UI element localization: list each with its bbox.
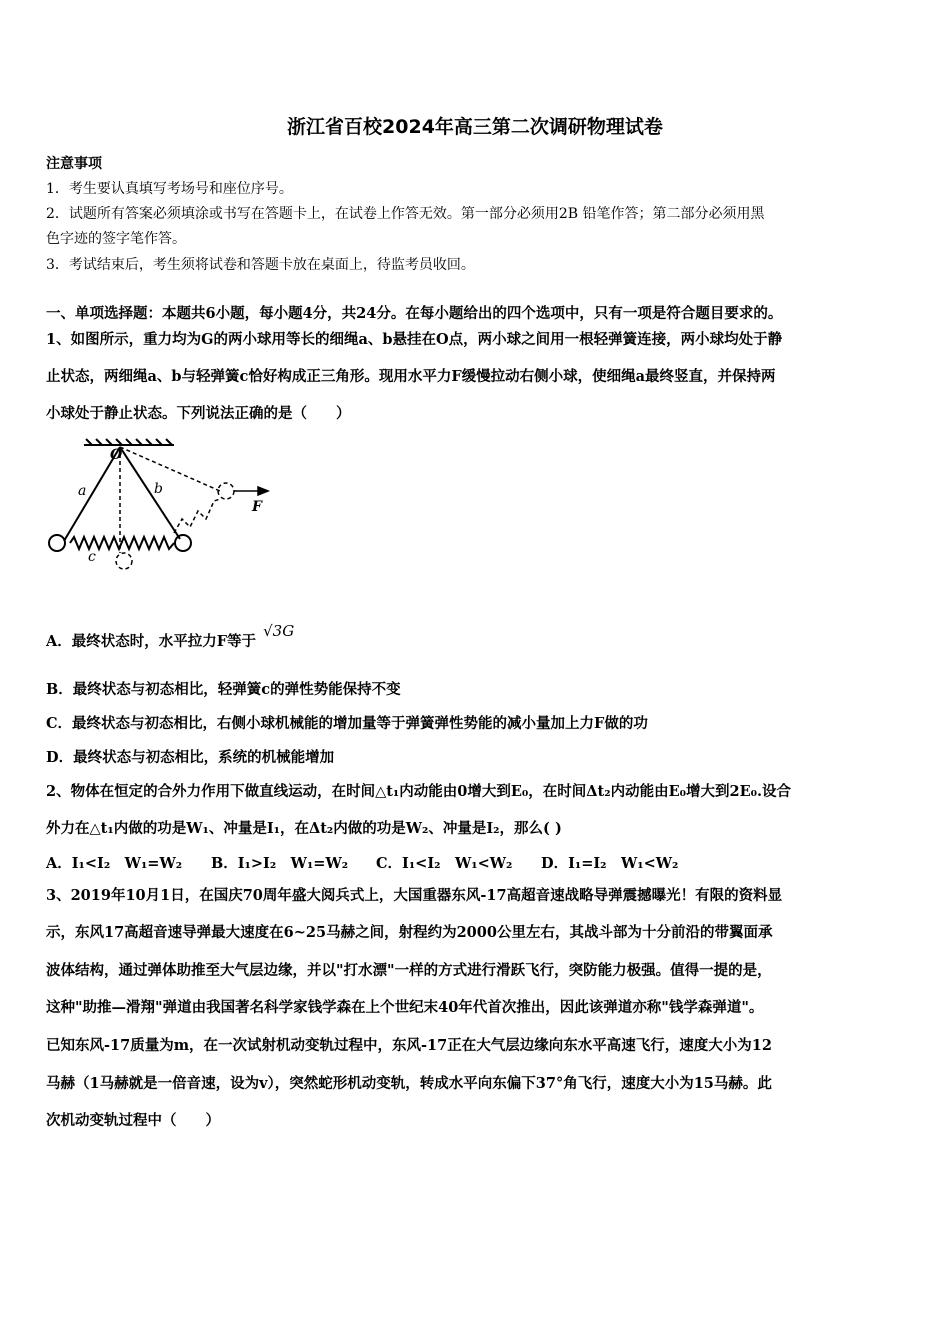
option-a xyxy=(46,622,295,651)
question-text: 止状态，两细绳a、b与轻弹簧c恰好构成正三角形。现用水平力F缓慢拉动右侧小球，使细绳a最终竖直，并保持两 xyxy=(46,368,776,385)
question-text: 小球处于静止状态。下列说法正确的是（ ） xyxy=(46,405,351,422)
label-a: a xyxy=(78,483,87,499)
option-d: D．最终状态与初态相比，系统的机械能增加 xyxy=(46,749,335,766)
question-text: 这种"助推—滑翔"弹道由我国著名科学家钱学森在上个世纪末40年代首次推出，因此该弹道亦称"钱学森弹道"。 xyxy=(46,999,764,1016)
question-text: 3、2019年10月1日，在国庆70周年盛大阅兵式上，大国重器东风-17高超音速战略导弹震撼曝光！有限的资料显 xyxy=(46,887,783,904)
notes-item: 色字迹的签字笔作答。 xyxy=(46,231,186,247)
question-text: 马赫（1马赫就是一倍音速，设为v），突然蛇形机动变轨，转成水平向东偏下37°角飞行，速度大小为15马赫。此 xyxy=(46,1075,772,1092)
label-o: O xyxy=(110,447,123,463)
option-d: D．I₁=I₂ W₁<W₂ xyxy=(541,855,679,872)
question-text: 次机动变轨过程中（ ） xyxy=(46,1112,220,1129)
notes-item: 3．考试结束后，考生须将试卷和答题卡放在桌面上，待监考员收回。 xyxy=(46,257,475,273)
question-text: 波体结构，通过弹体助推至大气层边缘，并以"打水漂"一样的方式进行滑跃飞行，突防能力极强。值得一提的是， xyxy=(46,962,772,979)
option-c: C．I₁<I₂ W₁<W₂ xyxy=(376,855,513,872)
options-row xyxy=(46,852,678,873)
question-text: 1、如图所示，重力均为G的两小球用等长的细绳a、b悬挂在O点，两小球之间用一根轻弹簧连接，两小球均处于静 xyxy=(46,331,783,348)
option-a: A．I₁<I₂ W₁=W₂ xyxy=(46,855,183,872)
label-c: c xyxy=(88,549,96,565)
page-title: 浙江省百校2024年高三第二次调研物理试卷 xyxy=(287,116,663,138)
option-formula: √3G xyxy=(263,622,295,640)
notes-item: 2．试题所有答案必须填涂或书写在答题卡上，在试卷上作答无效。第一部分必须用2B 铅笔作答；第二部分必须用黑 xyxy=(46,206,765,222)
question-text: 2、物体在恒定的合外力作用下做直线运动，在时间△t₁内动能由0增大到E₀，在时间Δt₂内动能由E₀增大到2E₀.设合 xyxy=(46,783,792,800)
pendulum-spring-diagram xyxy=(44,437,274,577)
option-b: B．I₁>I₂ W₁=W₂ xyxy=(211,855,349,872)
option-b: B．最终状态与初态相比，轻弹簧c的弹性势能保持不变 xyxy=(46,681,401,698)
option-c: C．最终状态与初态相比，右侧小球机械能的增加量等于弹簧弹性势能的减小量加上力F做的功 xyxy=(46,715,648,732)
option-text: A．最终状态时，水平拉力F等于 xyxy=(46,633,257,650)
notes-header: 注意事项 xyxy=(46,156,102,172)
question-text: 已知东风-17质量为m，在一次试射机动变轨过程中，东风-17正在大气层边缘向东水平高速飞行，速度大小为12 xyxy=(46,1037,772,1054)
label-f: F xyxy=(252,499,262,515)
section-heading: 一、单项选择题：本题共6小题，每小题4分，共24分。在每小题给出的四个选项中，只有一项是符合题目要求的。 xyxy=(46,305,783,322)
notes-item: 1．考生要认真填写考场号和座位序号。 xyxy=(46,181,293,197)
question-text: 示，东风17高超音速导弹最大速度在6~25马赫之间，射程约为2000公里左右，其战斗部为十分前沿的带翼面承 xyxy=(46,924,773,941)
label-b: b xyxy=(154,481,163,497)
question-text: 外力在△t₁内做的功是W₁、冲量是I₁，在Δt₂内做的功是W₂、冲量是I₂，那么( ) xyxy=(46,820,562,837)
